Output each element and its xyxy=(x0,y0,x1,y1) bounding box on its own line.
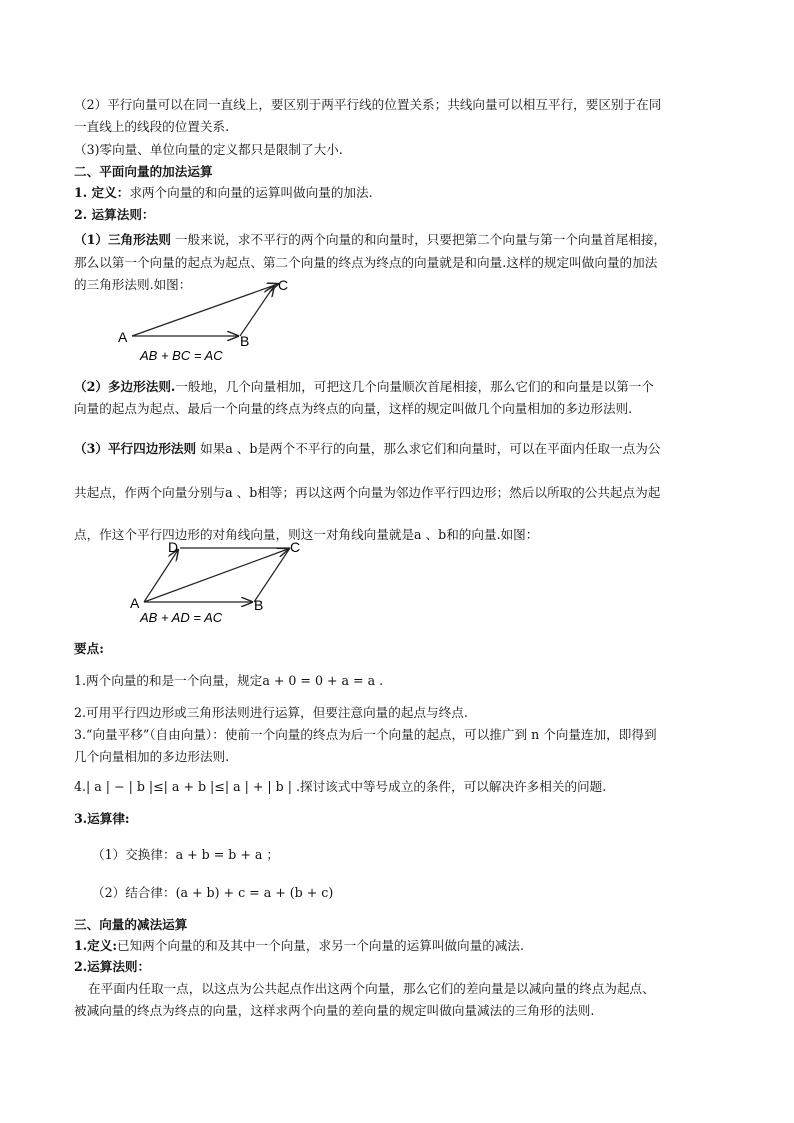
parallelogram-rule-line1 xyxy=(74,440,724,458)
subtraction-rules-heading: 2.运算法则： xyxy=(74,959,151,974)
subtraction-definition-text: 已知两个向量的和及其中一个向量，求另一个向量的运算叫做向量的减法. xyxy=(116,938,524,953)
key-point-3a: 3.“向量平移”（自由向量）：使前一个向量的终点为后一个向量的起点，可以推广到 n 个向量连加，即得到 xyxy=(74,727,657,742)
definition-line xyxy=(74,184,724,202)
line-p2a: （2）平行向量可以在同一直线上，要区别于两平行线的位置关系；共线向量可以相互平行，要区别于在同 xyxy=(74,97,662,112)
point-c-label: C xyxy=(278,277,289,293)
polygon-rule-line2: 向量的起点为起点、最后一个向量的终点为终点的向量，这样的规定叫做几个向量相加的多边形法则. xyxy=(74,401,633,416)
point-b-label: B xyxy=(254,597,264,613)
triangle-rule-line2: 那么以第一个向量的起点为起点、第二个向量的终点为终点的向量就是和向量.这样的规定叫做向量的加法 xyxy=(74,255,658,270)
key-point-2: 2.可用平行四边形或三角形法则进行运算，但要注意向量的起点与终点. xyxy=(74,705,468,720)
key-point-1: 1.两个向量的和是一个向量，规定a + 0 = 0 + a = a . xyxy=(74,673,384,688)
triangle-rule-line1 xyxy=(74,231,724,249)
polygon-rule-line1 xyxy=(74,378,724,396)
definition-text: 求两个向量的和向量的运算叫做向量的加法. xyxy=(129,185,373,200)
parallelogram-caption: AB + AD = AC xyxy=(140,610,223,625)
point-d-label: D xyxy=(168,539,179,555)
associative-law: （2）结合律：(a + b) + c = a + (b + c) xyxy=(92,885,334,900)
triangle-caption: AB + BC = AC xyxy=(140,348,223,363)
parallelogram-rule-line2: 共起点，作两个向量分别与a 、b相等；再以这两个向量为邻边作平行四边形；然后以所取的公共起点为起 xyxy=(74,485,661,500)
point-a-label: A xyxy=(118,329,128,345)
triangle-rule-label: （1）三角形法则 xyxy=(74,232,171,247)
subtraction-rule-line1: 在平面内任取一点，以这点为公共起点作出这两个向量，那么它们的差向量是以减向量的终点为起点、 xyxy=(88,981,655,996)
subtraction-definition-label: 1.定义: xyxy=(74,938,117,953)
parallelogram-rule-figure xyxy=(126,538,326,628)
parallelogram-rule-label: （3）平行四边形法则 xyxy=(74,441,197,456)
line-p3: （3)零向量、单位向量的定义都只是限制了大小. xyxy=(74,142,343,157)
definition-label: 1. 定义： xyxy=(74,185,130,200)
point-b-label: B xyxy=(240,333,250,349)
key-points-heading: 要点: xyxy=(74,641,104,656)
heading-subtraction: 三、向量的减法运算 xyxy=(74,917,188,932)
triangle-rule-figure xyxy=(110,274,310,364)
laws-heading: 3.运算律: xyxy=(74,811,130,826)
key-point-4: 4.| a | − | b |≤| a + b |≤| a | + | b | .探讨该式中等号成立的条件，可以解决许多相关的问题. xyxy=(74,779,607,794)
polygon-rule-text: 一般地，几个向量相加，可把这几个向量顺次首尾相接，那么它们的和向量是以第一个 xyxy=(175,379,654,394)
triangle-rule-line3: 的三角形法则.如图： xyxy=(74,277,192,292)
subtraction-definition-line xyxy=(74,937,724,955)
parallelogram-rule-text: 如果a 、b是两个不平行的向量，那么求它们和向量时，可以在平面内任取一点为公 xyxy=(196,441,661,456)
line-p2b: 一直线上的线段的位置关系. xyxy=(74,119,230,134)
key-point-3b: 几个向量相加的多边形法则. xyxy=(74,749,230,764)
point-a-label: A xyxy=(130,595,140,611)
polygon-rule-label: （2）多边形法则. xyxy=(74,379,176,394)
heading-addition: 二、平面向量的加法运算 xyxy=(74,164,213,179)
rules-heading: 2. 运算法则： xyxy=(74,207,155,222)
parallelogram-rule-line3: 点，作这个平行四边形的对角线向量，则这一对角线向量就是a 、b和的向量.如图： xyxy=(74,527,539,542)
triangle-rule-text: 一般来说，求不平行的两个向量的和向量时，只要把第二个向量与第一个向量首尾相接， xyxy=(170,232,667,247)
subtraction-rule-line2: 被减向量的终点为终点的向量，这样求两个向量的差向量的规定叫做向量减法的三角形的法则. xyxy=(74,1003,595,1018)
point-c-label: C xyxy=(290,539,301,555)
commutative-law: （1）交换律：a + b = b + a ； xyxy=(92,847,279,862)
